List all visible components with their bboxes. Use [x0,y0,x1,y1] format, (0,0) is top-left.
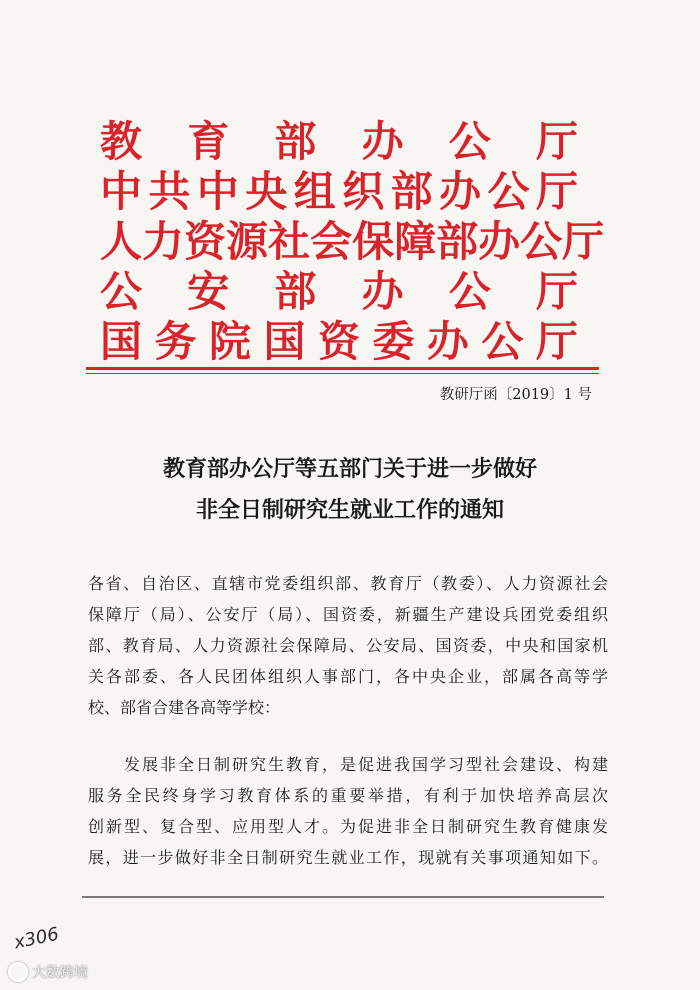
department-char: 办 [361,267,404,316]
red-header-rule-thick [86,367,599,370]
department-char: 办 [426,317,469,366]
department-line [100,268,578,316]
department-char: 国 [100,317,143,366]
addressee-line: 校、部省合建各高等学校： [88,698,281,717]
department-char: 部 [390,167,433,216]
issuing-departments-header [100,117,605,368]
department-line [100,168,578,216]
department-char: 保 [352,217,395,266]
department-line [100,217,605,266]
department-line [100,318,578,366]
department-char: 公 [448,117,491,166]
department-char: 厅 [562,217,605,266]
department-char: 院 [208,317,251,366]
document-title-line-1: 教育部办公厅等五部门关于进一步做好 [162,456,537,482]
department-char: 办 [478,217,521,266]
department-char: 央 [245,167,288,216]
department-char: 厅 [535,117,578,166]
department-char: 公 [481,317,524,366]
paragraph-line: 展，进一步做好非全日制研究生就业工作，现就有关事项通知如下。 [88,848,608,867]
department-char: 安 [187,267,230,316]
department-char: 织 [342,167,385,216]
addressee-block [88,568,608,723]
department-char: 公 [100,267,143,316]
department-char: 部 [274,117,317,166]
department-char: 委 [372,317,415,366]
department-line [100,118,578,166]
paragraph-line: 创新型、复合型、应用型人才。为促进非全日制研究生教育健康发 [88,817,608,836]
department-char: 公 [520,217,563,266]
department-char: 厅 [535,267,578,316]
department-char: 会 [310,217,353,266]
addressee-line: 保障厅（局）、公安厅（局）、国资委，新疆生产建设兵团党委组织 [88,605,608,624]
department-char: 人 [100,217,143,266]
department-char: 组 [293,167,336,216]
watermark-text: 大数跨境 [32,965,88,981]
addressee-line: 各省、自治区、直辖市党委组织部、教育厅（教委）、人力资源社会 [88,574,608,593]
red-header-rule-thin [86,373,599,374]
department-char: 共 [148,167,191,216]
department-char: 育 [187,117,230,166]
department-char: 中 [100,167,143,216]
department-char: 厅 [535,167,578,216]
document-title-line-2: 非全日制研究生就业工作的通知 [195,497,504,523]
body-paragraph [88,749,608,873]
footer-rule [82,896,604,898]
department-char: 中 [196,167,239,216]
department-char: 资 [317,317,360,366]
department-char: 国 [263,317,306,366]
department-char: 部 [274,267,317,316]
addressee-line: 关各部委、各人民团体组织人事部门，各中央企业，部属各高等学 [88,667,608,686]
department-char: 公 [487,167,530,216]
department-char: 社 [268,217,311,266]
department-char: 资 [184,217,227,266]
paragraph-line: 发展非全日制研究生教育，是促进我国学习型社会建设、构建 [88,755,608,774]
department-char: 厅 [535,317,578,366]
department-char: 教 [100,117,143,166]
paragraph-line: 服务全民终身学习教育体系的重要举措，有利于加快培养高层次 [88,786,608,805]
department-char: 障 [394,217,437,266]
addressee-line: 部、教育局、人力资源社会保障局、公安局、国资委，中央和国家机 [88,636,608,655]
department-char: 部 [436,217,479,266]
watermark-logo-icon [8,962,28,982]
document-number: 教研厅函〔2019〕1 号 [439,387,592,403]
department-char: 办 [439,167,482,216]
watermark [8,962,88,982]
department-char: 源 [226,217,269,266]
department-char: 公 [448,267,491,316]
department-char: 办 [361,117,404,166]
department-char: 力 [142,217,185,266]
department-char: 务 [154,317,197,366]
handwritten-note: x306 [12,923,61,954]
